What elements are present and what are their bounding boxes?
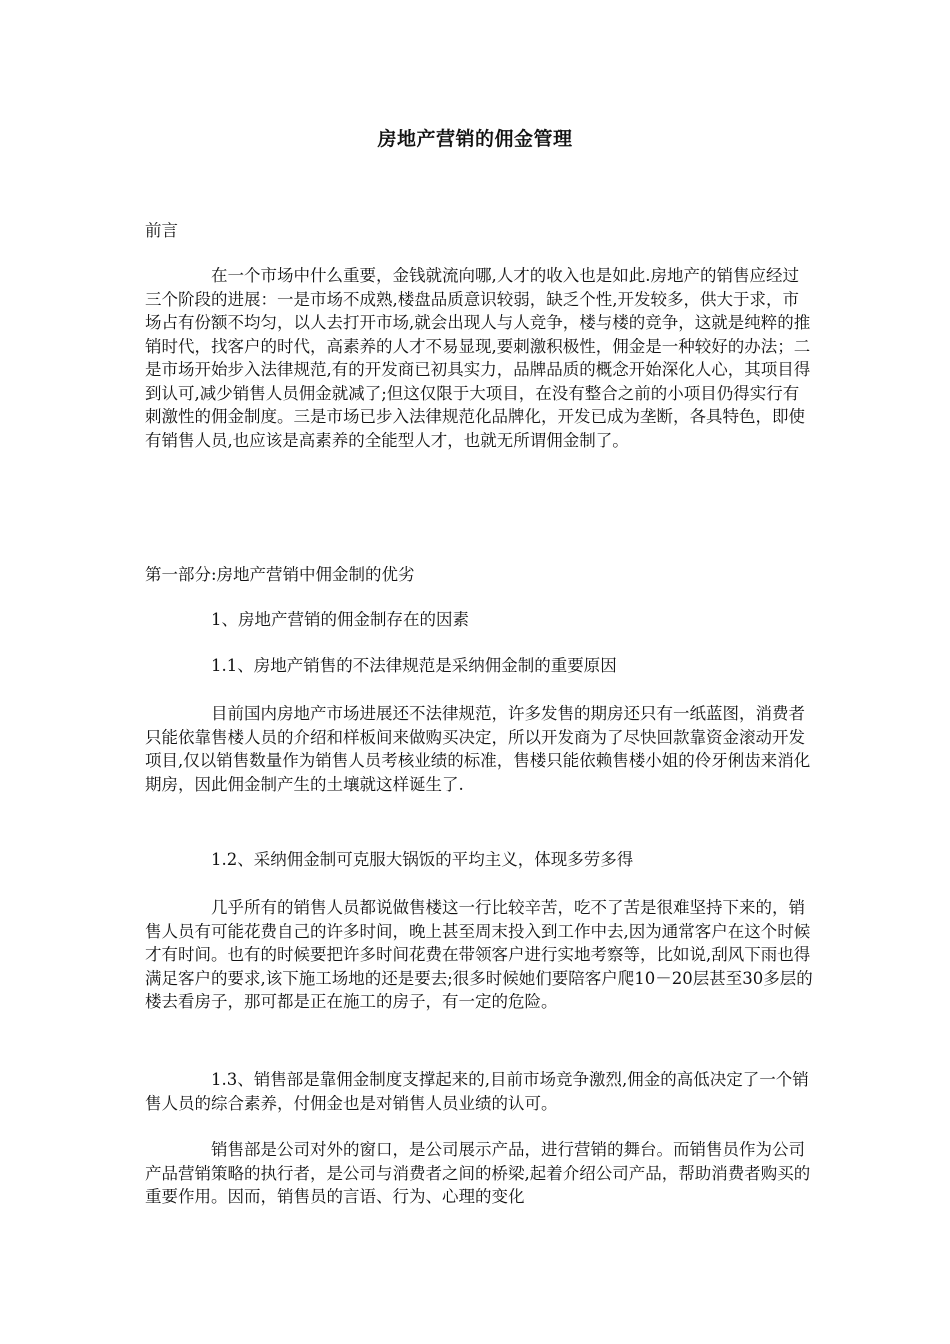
- document-title: 房地产营销的佣金管理: [377, 128, 573, 150]
- section1-1-heading: 1.1、房地产销售的不法律规范是采纳佣金制的重要原因: [211, 656, 617, 675]
- part1-heading: 第一部分:房地产营销中佣金制的优劣: [145, 565, 415, 584]
- section1-1-paragraph: 目前国内房地产市场进展还不法律规范，许多发售的期房还只有一纸蓝图，消费者只能依靠售楼人员的介绍和样板间来做购买决定，所以开发商为了尽快回款靠资金滚动开发项目,仅以销售数量作为销售人员考核业绩的标准，售楼只能依赖售楼小姐的伶牙俐齿来消化期房，因此佣金制产生的土壤就这样诞生了.: [145, 704, 811, 794]
- section1-3-paragraph-2: 销售部是公司对外的窗口，是公司展示产品，进行营销的舞台。而销售员作为公司产品营销策略的执行者，是公司与消费者之间的桥梁,起着介绍公司产品，帮助消费者购买的重要作用。因而，销售员的言语、行为、心理的变化: [145, 1140, 811, 1206]
- section1-3-paragraph: 1.3、销售部是靠佣金制度支撑起来的,目前市场竞争激烈,佣金的高低决定了一个销售人员的综合素养，付佣金也是对销售人员业绩的认可。: [145, 1070, 809, 1113]
- section1-2-paragraph: 几乎所有的销售人员都说做售楼这一行比较辛苦，吃不了苦是很难坚持下来的，销售人员有可能花费自己的许多时间，晚上甚至周末投入到工作中去,因为通常客户在这个时候才有时间。也有的时候要把许多时间花费在带领客户进行实地考察等，比如说,刮风下雨也得满足客户的要求,该下施工场地的还是要去;很多时候她们要陪客户爬10－20层甚至30多层的楼去看房子，那可都是正在施工的房子，有一定的危险。: [145, 898, 813, 1011]
- section1-2-heading: 1.2、采纳佣金制可克服大锅饭的平均主义，体现多劳多得: [211, 850, 634, 869]
- preface-heading: 前言: [145, 221, 178, 240]
- section1-heading: 1、房地产营销的佣金制存在的因素: [211, 610, 469, 629]
- preface-paragraph: 在一个市场中什么重要，金钱就流向哪,人才的收入也是如此.房地产的销售应经过三个阶段的进展：一是市场不成熟,楼盘品质意识较弱，缺乏个性,开发较多，供大于求，市场占有份额不均匀，以人去打开市场,就会出现人与人竞争，楼与楼的竞争，这就是纯粹的推销时代，找客户的时代，高素养的人才不易显现,要刺激积极性，佣金是一种较好的办法；二是市场开始步入法律规范,有的开发商已初具实力，品牌品质的概念开始深化人心，其项目得到认可,减少销售人员佣金就减了;但这仅限于大项目，在没有整合之前的小项目仍得实行有刺激性的佣金制度。三是市场已步入法律规范化品牌化，开发已成为垄断，各具特色，即使有销售人员,也应该是高素养的全能型人才，也就无所谓佣金制了。: [145, 266, 811, 450]
